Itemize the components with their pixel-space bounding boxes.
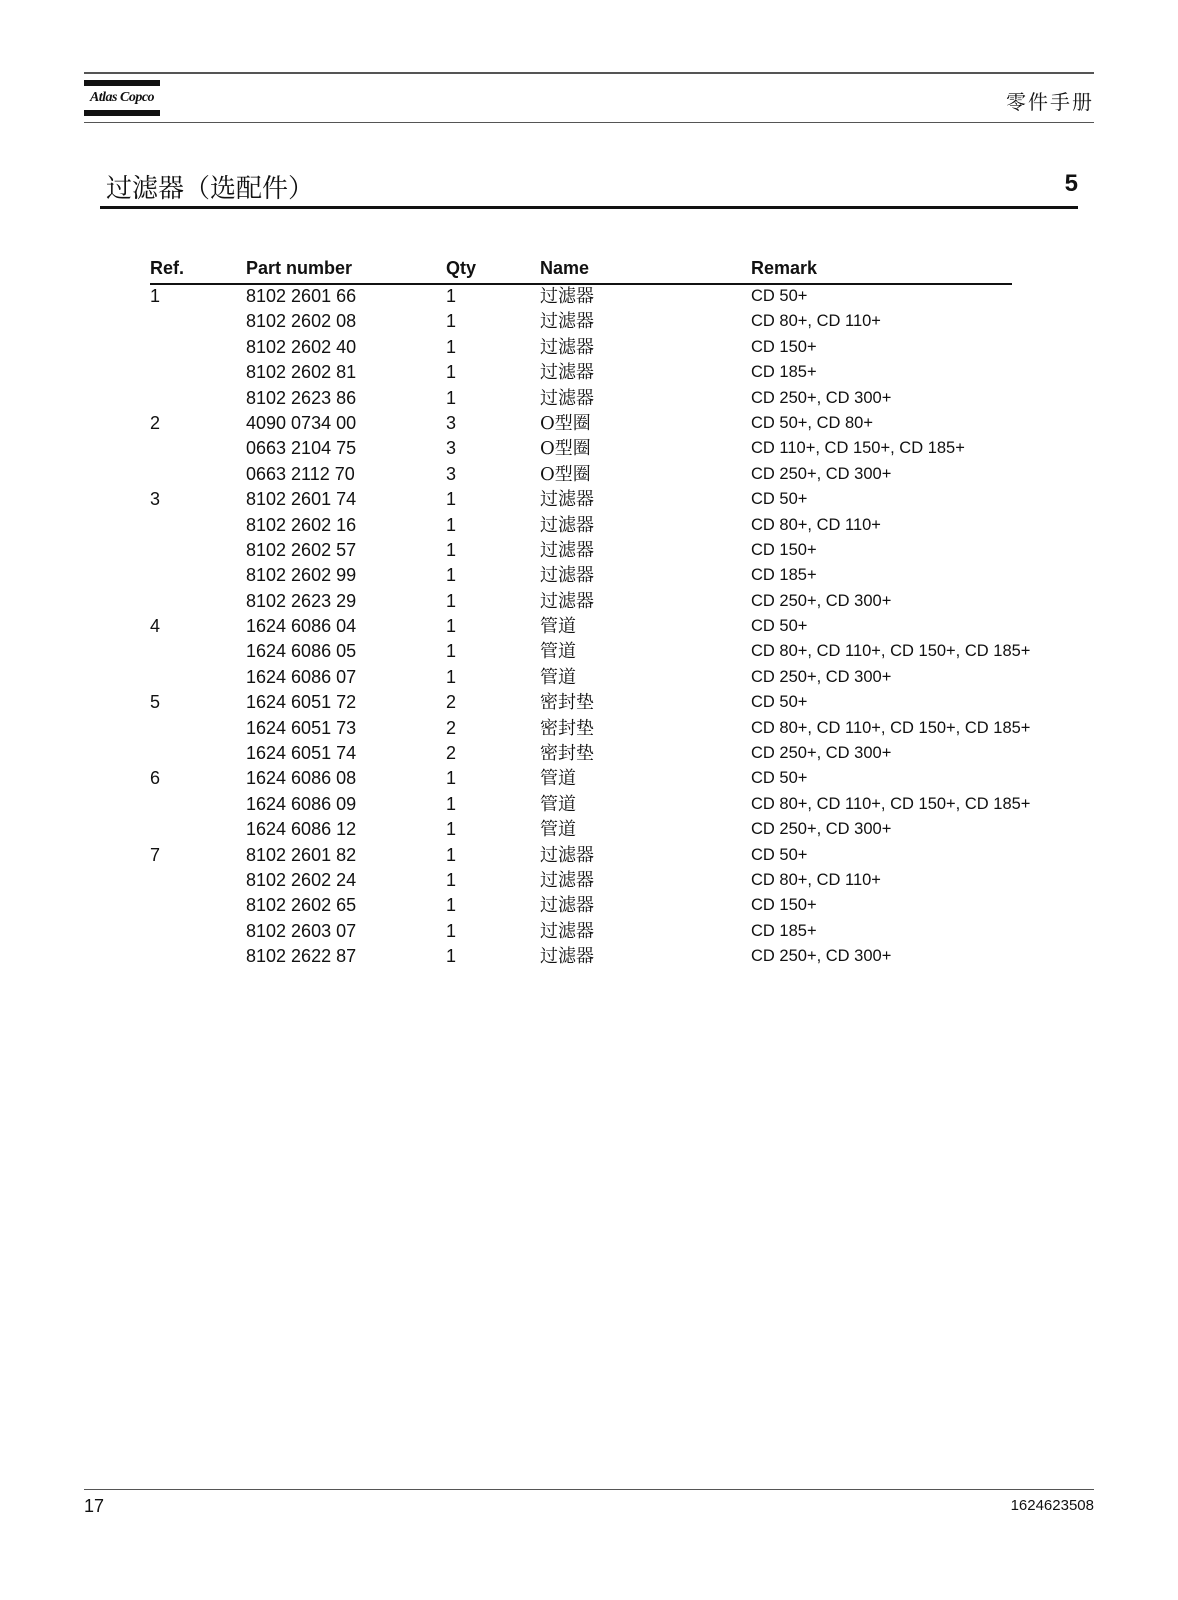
row-remark: CD 250+, CD 300+: [751, 820, 892, 839]
column-header-ref: Ref.: [150, 258, 185, 278]
row-qty: 1: [446, 590, 457, 611]
row-remark: CD 50+: [751, 287, 808, 305]
row-qty: 3: [446, 438, 457, 459]
row-remark: CD 80+, CD 110+: [751, 515, 881, 534]
row-part-number: 8102 2602 40: [246, 336, 357, 357]
row-part-number: 1624 6086 12: [246, 819, 357, 840]
row-remark: CD 185+: [751, 363, 817, 382]
row-qty: 1: [446, 895, 457, 916]
table-row: [150, 538, 1090, 563]
logo-text: Atlas Copco: [89, 90, 155, 105]
table-row: [150, 487, 1090, 512]
row-part-number: 1624 6086 08: [246, 768, 357, 789]
row-qty: 1: [446, 489, 457, 510]
row-remark: CD 150+: [751, 896, 817, 915]
row-name: 过滤器: [540, 565, 594, 587]
table-row: [150, 766, 1090, 791]
row-part-number: 8102 2602 81: [246, 362, 357, 383]
row-remark: CD 50+: [751, 693, 808, 712]
row-remark: CD 250+, CD 300+: [751, 947, 892, 966]
row-remark: CD 80+, CD 110+, CD 150+, CD 185+: [751, 718, 1031, 737]
row-name: 过滤器: [540, 489, 594, 511]
row-qty: 1: [446, 641, 457, 662]
row-name: 管道: [540, 616, 576, 638]
row-remark: CD 80+, CD 110+: [751, 870, 881, 889]
row-remark: CD 50+: [751, 845, 808, 864]
row-remark: CD 250+, CD 300+: [751, 667, 892, 686]
table-row: [150, 513, 1090, 538]
row-name: 过滤器: [540, 514, 594, 536]
row-qty: 1: [446, 616, 457, 637]
table-row: [150, 309, 1090, 334]
row-name: 过滤器: [540, 387, 594, 409]
row-name: 过滤器: [540, 869, 594, 891]
row-remark: CD 185+: [751, 921, 817, 940]
row-name: 管道: [540, 819, 576, 841]
row-remark: CD 50+: [751, 490, 808, 509]
row-remark: CD 80+, CD 110+: [751, 312, 881, 331]
row-part-number: 1624 6086 04: [246, 616, 357, 637]
row-remark: CD 250+, CD 300+: [751, 591, 892, 610]
row-name: 密封垫: [540, 717, 594, 739]
row-qty: 1: [446, 539, 457, 560]
table-row: [150, 868, 1090, 893]
row-remark: CD 50+: [751, 617, 808, 636]
row-name: 过滤器: [540, 336, 594, 358]
row-ref: 3: [150, 489, 161, 510]
row-remark: CD 80+, CD 110+, CD 150+, CD 185+: [751, 642, 1031, 661]
row-qty: 1: [446, 311, 457, 332]
row-part-number: 8102 2623 86: [246, 387, 357, 408]
parts-table: [150, 258, 1090, 968]
table-row: [150, 436, 1090, 461]
table-row: [150, 919, 1090, 944]
header-top-rule: [84, 72, 1094, 74]
table-row: [150, 563, 1090, 588]
page-number: 17: [84, 1496, 105, 1516]
row-qty: 3: [446, 412, 457, 433]
row-name: O型圈: [540, 412, 591, 434]
logo-bar-top: [84, 80, 160, 86]
table-row: [150, 411, 1090, 436]
row-qty: 1: [446, 514, 457, 535]
manual-title: 零件手册: [1006, 90, 1094, 114]
section-rule: [100, 206, 1078, 209]
table-row: [150, 386, 1090, 411]
row-name: 过滤器: [540, 311, 594, 333]
table-row: [150, 944, 1090, 969]
table-row: [150, 843, 1090, 868]
column-header-name: Name: [540, 258, 590, 278]
row-remark: CD 80+, CD 110+, CD 150+, CD 185+: [751, 794, 1031, 813]
row-ref: 2: [150, 412, 161, 433]
row-remark: CD 50+: [751, 769, 808, 788]
table-row: [150, 741, 1090, 766]
row-part-number: 1624 6051 72: [246, 692, 357, 713]
row-part-number: 1624 6086 05: [246, 641, 357, 662]
section-title: 过滤器（选配件）: [106, 174, 315, 204]
row-part-number: 8102 2602 16: [246, 514, 357, 535]
row-qty: 2: [446, 743, 457, 764]
row-name: 密封垫: [540, 692, 594, 714]
row-remark: CD 110+, CD 150+, CD 185+: [751, 439, 965, 458]
row-qty: 1: [446, 920, 457, 941]
row-part-number: 8102 2601 82: [246, 844, 357, 865]
row-qty: 1: [446, 666, 457, 687]
table-row: [150, 893, 1090, 918]
row-name: 过滤器: [540, 844, 594, 866]
row-remark: CD 250+, CD 300+: [751, 744, 892, 763]
row-part-number: 4090 0734 00: [246, 412, 357, 433]
row-remark: CD 150+: [751, 337, 817, 356]
row-name: 过滤器: [540, 946, 594, 968]
row-part-number: 0663 2112 70: [246, 463, 355, 484]
row-remark: CD 250+, CD 300+: [751, 464, 892, 483]
row-qty: 2: [446, 692, 457, 713]
row-ref: 4: [150, 616, 161, 637]
row-qty: 1: [446, 768, 457, 789]
column-header-part-number: Part number: [246, 258, 353, 278]
row-name: 管道: [540, 793, 576, 815]
row-name: 过滤器: [540, 539, 594, 561]
section-number: 5: [1064, 170, 1078, 197]
row-qty: 1: [446, 362, 457, 383]
table-row: [150, 589, 1090, 614]
row-part-number: 0663 2104 75: [246, 438, 357, 459]
row-remark: CD 185+: [751, 566, 817, 585]
row-qty: 1: [446, 869, 457, 890]
row-remark: CD 50+, CD 80+: [751, 413, 873, 432]
row-part-number: 8102 2602 99: [246, 565, 357, 586]
atlas-copco-logo: [84, 80, 160, 116]
header-bottom-rule: [84, 122, 1094, 123]
document-number: 1624623508: [1010, 1497, 1094, 1514]
table-row: [150, 335, 1090, 360]
row-part-number: 1624 6086 07: [246, 666, 357, 687]
row-remark: CD 250+, CD 300+: [751, 388, 892, 407]
column-header-remark: Remark: [751, 258, 818, 278]
table-row: [150, 639, 1090, 664]
row-qty: 1: [446, 387, 457, 408]
footer-rule: [84, 1489, 1094, 1490]
row-name: 管道: [540, 666, 576, 688]
row-name: 过滤器: [540, 362, 594, 384]
row-part-number: 8102 2602 65: [246, 895, 357, 916]
row-name: 过滤器: [540, 286, 594, 307]
row-name: 过滤器: [540, 895, 594, 917]
row-ref: 5: [150, 692, 161, 713]
row-qty: 2: [446, 717, 457, 738]
row-part-number: 8102 2602 08: [246, 311, 357, 332]
row-name: 密封垫: [540, 743, 594, 765]
table-row: [150, 817, 1090, 842]
row-part-number: 1624 6086 09: [246, 793, 357, 814]
row-qty: 1: [446, 844, 457, 865]
table-row: [150, 284, 1090, 309]
table-row: [150, 716, 1090, 741]
logo-bar-bottom: [84, 110, 160, 116]
row-name: 管道: [540, 768, 576, 790]
table-row: [150, 614, 1090, 639]
row-qty: 1: [446, 819, 457, 840]
table-header-rule: [150, 283, 1012, 285]
row-ref: 1: [150, 286, 161, 306]
row-qty: 1: [446, 286, 457, 306]
table-row: [150, 665, 1090, 690]
row-part-number: 1624 6051 73: [246, 717, 357, 738]
table-row: [150, 360, 1090, 385]
row-qty: 1: [446, 336, 457, 357]
row-part-number: 8102 2601 66: [246, 286, 357, 306]
row-name: O型圈: [540, 438, 591, 460]
column-header-qty: Qty: [446, 258, 477, 278]
row-part-number: 8102 2602 24: [246, 869, 357, 890]
row-qty: 1: [446, 793, 457, 814]
row-ref: 6: [150, 768, 161, 789]
row-qty: 3: [446, 463, 457, 484]
table-row: [150, 792, 1090, 817]
row-qty: 1: [446, 565, 457, 586]
row-part-number: 8102 2601 74: [246, 489, 357, 510]
row-remark: CD 150+: [751, 540, 817, 559]
row-part-number: 1624 6051 74: [246, 743, 357, 764]
row-part-number: 8102 2623 29: [246, 590, 357, 611]
row-part-number: 8102 2603 07: [246, 920, 357, 941]
row-name: 过滤器: [540, 920, 594, 942]
row-ref: 7: [150, 844, 161, 865]
table-header: [150, 258, 1090, 284]
table-body: [150, 284, 1090, 970]
row-part-number: 8102 2602 57: [246, 539, 357, 560]
row-qty: 1: [446, 946, 457, 967]
row-name: O型圈: [540, 463, 591, 485]
row-name: 过滤器: [540, 590, 594, 612]
row-name: 管道: [540, 641, 576, 663]
table-row: [150, 462, 1090, 487]
row-part-number: 8102 2622 87: [246, 946, 357, 967]
table-row: [150, 690, 1090, 715]
